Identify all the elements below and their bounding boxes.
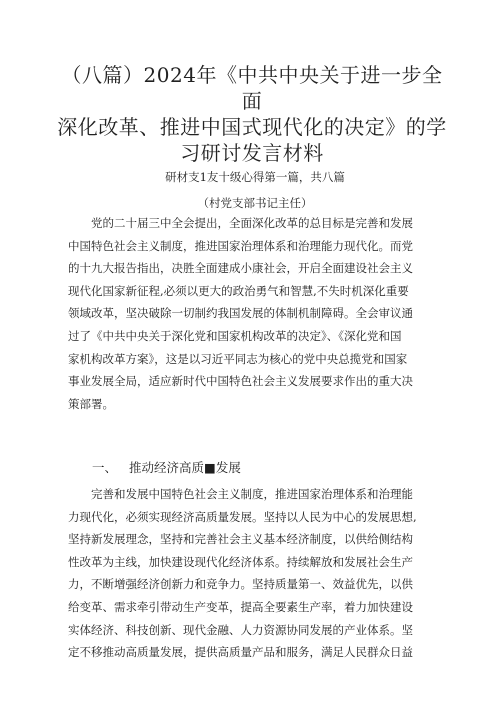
title-line: （八篇）2024年《中共中央关于进一步全面 xyxy=(61,63,443,113)
paragraph-line: 力，不断增强经济创新力和竞争力。坚持质量第一、效益优先，以供 xyxy=(68,577,413,592)
paragraph-line: 事业发展全局，适应新时代中国特色社会主义发展要求作出的重大决 xyxy=(68,374,413,389)
document-byline-block xyxy=(60,164,450,216)
paragraph-line: 给变革、需求牵引带动生产变革，提高全要素生产率，着力加快建设 xyxy=(68,599,413,614)
paragraph-line: 定不移推动高质量发展，提供高质量产品和服务，满足人民群众日益 xyxy=(68,645,413,660)
paragraph-line: 中国特色社会主义制度，推进国家治理体系和治理能力现代化。而党 xyxy=(68,238,413,253)
title-line: 习研讨发言材料 xyxy=(180,141,324,165)
paragraph-line: 党的二十届三中全会提出，全面深化改革的总目标是完善和发展 xyxy=(91,216,413,230)
document-title xyxy=(56,62,448,166)
section-title: 推动经济高质■发展 xyxy=(129,460,241,475)
title-line: 深化改革、推进中国式现代化的决定》的学 xyxy=(57,115,447,139)
paragraph-line: 现代化国家新征程,必须以更大的政治勇气和智慧,不失时机深化重要 xyxy=(68,283,409,298)
intro-paragraph xyxy=(68,212,444,415)
section-number: 一、 xyxy=(92,460,118,475)
section-heading xyxy=(92,458,241,478)
paragraph-line: 的十九大报告指出，决胜全面建成小康社会，开启全面建设社会主义 xyxy=(68,261,413,276)
paragraph-line: 性改革为主线，加快建设现代化经济体系。持续解放和发展社会生产 xyxy=(68,554,413,569)
paragraph-line: 领域改革，坚决破除一切制约我国发展的体制机制障碍。全会审议通 xyxy=(68,306,413,321)
paragraph-line: 过了《中共中央关于深化党和国家机构改革的决定》、《深化党和国 xyxy=(68,328,402,343)
section-paragraph xyxy=(68,483,444,664)
paragraph-line: 完善和发展中国特色社会主义制度，推进国家治理体系和治理能 xyxy=(91,487,413,501)
paragraph-line: 坚持新发展理念，坚持和完善社会主义基本经济制度，以供给侧结构 xyxy=(68,532,413,547)
paragraph-line: 实体经济、科技创新、现代金融、人力资源协同发展的产业体系。坚 xyxy=(68,622,413,637)
byline: 研材支1友十级心得第一篇，共八篇 xyxy=(165,170,345,184)
paragraph-line: 策部署。 xyxy=(68,396,114,411)
author-role: （村党支部书记主任） xyxy=(197,196,313,210)
paragraph-line: 力现代化，必须实现经济高质量发展。坚持以人民为中心的发展思想, xyxy=(68,509,417,524)
paragraph-line: 家机构改革方案》，这是以习近平同志为核心的党中央总揽党和国家 xyxy=(68,351,408,366)
